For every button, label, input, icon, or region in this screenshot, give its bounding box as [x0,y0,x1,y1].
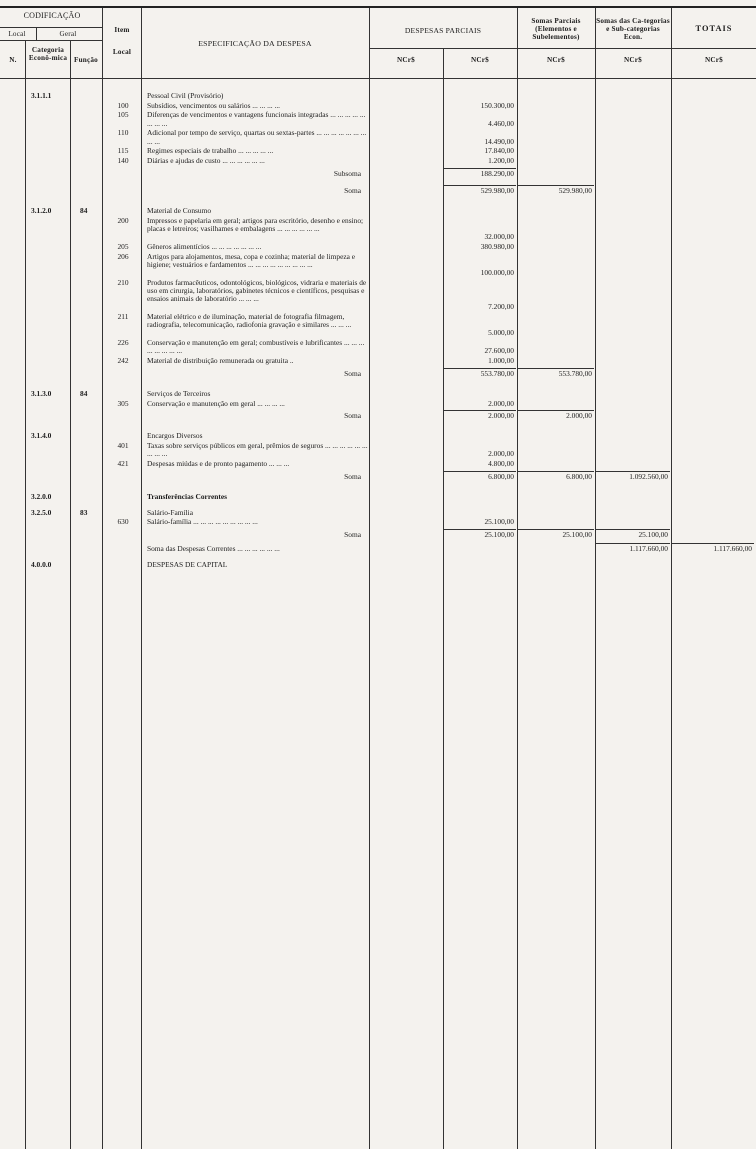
header-item-local: Local [112,48,132,56]
amount-c2: 100.000,00 [480,267,514,277]
soma-label: Soma [344,471,361,481]
soma-label: Soma [344,530,361,539]
header-item: Item [114,26,130,34]
header-totais: TOTAIS [695,24,733,33]
amount-c2: 32.000,00 [484,232,514,242]
expense-description: Salário-família ... ... ... ... ... ... ... ... ... [147,517,258,527]
sum-rule [596,529,670,530]
top-rule [0,6,756,8]
amount-c2: 2.000,00 [488,411,514,421]
expense-description: Material de Consumo [147,206,212,215]
expense-description: Diferenças de vencimentos e vantagens funcionais integradas ... ... ... ... ... ... ... ... [147,110,366,128]
amount-c2: 7.200,00 [488,302,514,312]
amount-c2: 1.000,00 [488,355,514,365]
amount-c2: 529.980,00 [480,185,514,195]
item-code: 226 [117,338,129,347]
header-local: Local [8,30,26,38]
amount-c2: 25.100,00 [484,530,514,539]
header-somas-categorias: Somas das Ca-tegorias e Sub-categorias Econ. [596,17,670,41]
amount-c4: 1.117.660,00 [629,544,668,554]
header-funcao: Função [74,56,98,64]
currency-col5: NCr$ [705,56,723,64]
header-somas-parciais: Somas Parciais (Elementos e Subelementos) [531,17,581,41]
expense-description: Gêneros alimentícios ... ... ... ... ... ... ... [147,241,262,251]
sum-rule [672,543,754,544]
amount-c5: 1.117.660,00 [713,544,752,554]
amount-c3: 6.800,00 [566,471,592,481]
amount-c2: 2.000,00 [488,398,514,408]
expense-description: Pessoal Civil (Provisório) [147,91,224,100]
amount-c3: 2.000,00 [566,411,592,421]
expense-description: Material de distribuição remunerada ou gratuita .. [147,355,294,365]
sum-rule [518,368,594,369]
expense-description: Transferências Correntes [147,491,227,501]
amount-c2: 4.800,00 [488,459,514,468]
sum-rule [444,185,516,186]
item-code: 242 [117,355,129,365]
currency-col1: NCr$ [397,56,415,64]
item-code: 401 [117,441,129,451]
amount-c2: 25.100,00 [484,517,514,527]
sum-rule [518,471,594,472]
expense-description: Serviços de Terceiros [147,388,211,398]
item-code: 206 [117,251,129,261]
expense-description: Artigos para alojamentos, mesa, copa e cozinha; material de limpeza e higiene; vestuários e fardamentos ... ... ... ... ... ... ... ... ... [147,251,356,269]
amount-c2: 2.000,00 [488,449,514,459]
expense-description: Diárias e ajudas de custo ... ... ... ... ... ... [147,155,265,165]
expense-description: Soma das Despesas Correntes ... ... ... ... ... ... [147,544,280,554]
amount-c2: 27.600,00 [484,346,514,356]
expense-description: Impressos e papelaria em geral; artigos para escritório, desenho e ensino; placas e letreiros; vasilhames e embalagens ... ... ... ... ... ... [147,215,364,233]
category-code: 3.1.4.0 [31,431,52,441]
expense-description: Taxas sobre serviços públicos em geral, prêmios de seguros ... ... ... ... ... ... ... ... ... [147,441,368,459]
item-code: 205 [117,241,129,251]
amount-c4: 1.092.560,00 [629,471,668,481]
amount-c2: 6.800,00 [488,471,514,481]
item-code: 110 [117,128,129,138]
function-code: 84 [80,388,88,398]
category-code: 3.1.3.0 [31,388,52,398]
amount-c2: 553.780,00 [480,368,514,378]
amount-c2: 188.290,00 [480,168,514,178]
sum-rule [518,529,594,530]
sum-rule [518,410,594,411]
currency-col2: NCr$ [471,56,489,64]
amount-c3: 553.780,00 [558,368,592,378]
header-geral: Geral [59,30,77,38]
category-code: 4.0.0.0 [31,559,52,569]
header-n: N. [9,56,17,64]
expense-description: Regimes especiais de trabalho ... ... ... ... ... [147,146,274,156]
sum-rule [444,168,516,169]
expense-description: Subsídios, vencimentos ou salários ... ... ... ... [147,100,281,110]
item-code: 305 [117,398,129,408]
function-code: 83 [80,507,88,517]
amount-c3: 529.980,00 [558,185,592,195]
currency-col3: NCr$ [547,56,565,64]
function-code: 84 [80,206,88,215]
expense-description: Adicional por tempo de serviço, quartas ou sextas-partes ... ... ... ... ... ... ... ... ... [147,128,367,146]
amount-c2: 1.200,00 [488,155,514,165]
amount-c2: 380.980,00 [480,241,514,251]
expense-description: Conservação e manutenção em geral ... ... ... ... [147,398,285,408]
category-code: 3.2.0.0 [31,491,52,501]
category-code: 3.1.2.0 [31,206,52,215]
item-code: 200 [117,215,129,225]
expense-description: Produtos farmacêuticos, odontológicos, biológicos, vidraria e materiais de uso em cirurgia, laboratórios, gabinetes técnicos e científicos, pesquisas e ensaios animais de laboratório ... ... ... [147,277,367,303]
sum-rule [444,410,516,411]
sum-rule [444,368,516,369]
item-code: 630 [117,517,129,527]
expense-description: Material elétrico e de iluminação, material de fotografia filmagem, radiografia, telecomunicação, radiofonia gravação e similares ... ... ... [147,311,352,330]
category-code: 3.2.5.0 [31,507,52,517]
amount-c4: 25.100,00 [638,530,668,539]
sum-rule [518,185,594,186]
amount-c2: 4.460,00 [488,118,514,128]
sum-rule [596,543,670,544]
expense-description: Despesas miúdas e de pronto pagamento ... ... ... [147,459,290,468]
item-code: 421 [117,459,129,468]
header-despesas-parciais: DESPESAS PARCIAIS [404,26,482,35]
item-code: 140 [117,155,129,165]
item-code: 115 [117,146,129,156]
expense-description: DESPESAS DE CAPITAL [147,559,228,569]
item-code: 210 [117,277,129,287]
sum-rule [444,529,516,530]
sum-rule [444,471,516,472]
header-codificacao: CODIFICAÇÃO [23,11,81,20]
item-code: 100 [117,100,129,110]
amount-c2: 5.000,00 [488,328,514,338]
amount-c2: 14.490,00 [484,136,514,146]
soma-label: Soma [344,368,361,378]
item-code: 105 [117,110,129,120]
item-code: 211 [117,311,129,321]
expense-description: Encargos Diversos [147,431,203,441]
amount-c2: 150.300,00 [480,100,514,110]
soma-label: Soma [344,411,361,421]
header-categoria: Categoria Econô-mica [28,46,68,62]
sum-rule [596,471,670,472]
header-especificacao: ESPECIFICAÇÃO DA DESPESA [198,39,312,48]
soma-label: Soma [344,185,361,195]
expense-description: Conservação e manutenção em geral; combustíveis e lubrificantes ... ... ... ... ... ... ... ... [147,338,365,356]
amount-c3: 25.100,00 [562,530,592,539]
currency-col4: NCr$ [624,56,642,64]
expense-description: Salário-Família [147,507,193,517]
soma-label: Subsoma [333,168,361,178]
amount-c2: 17.840,00 [484,146,514,156]
category-code: 3.1.1.1 [31,91,52,100]
